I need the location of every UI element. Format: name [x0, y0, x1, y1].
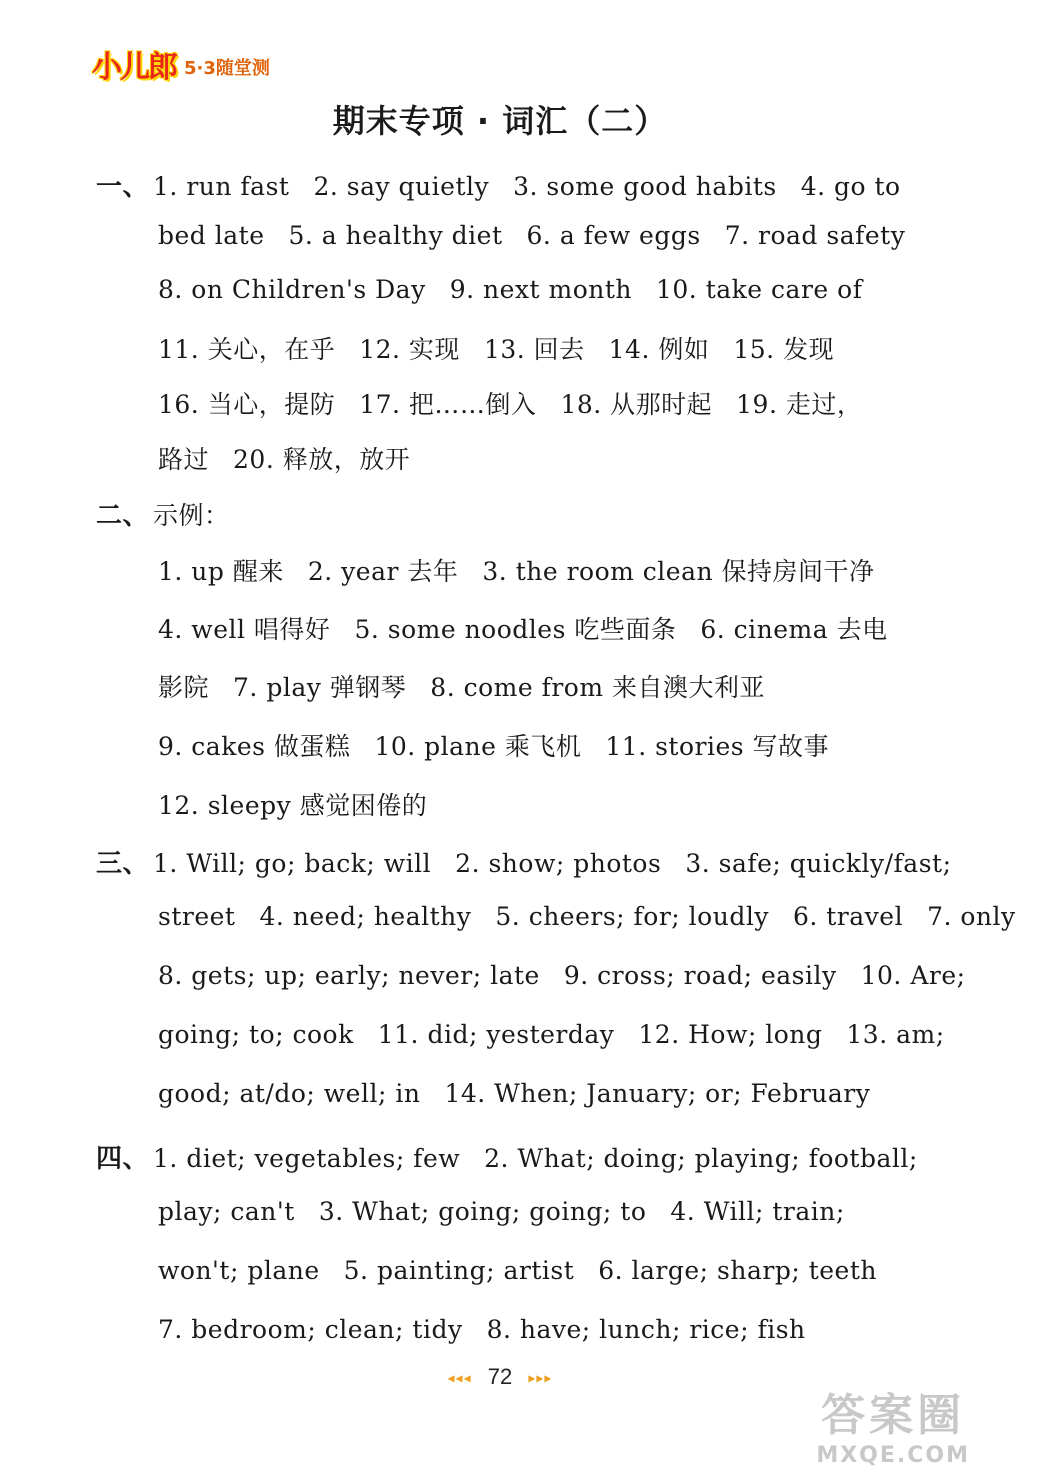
answer-item: going; to; cook [158, 1020, 354, 1049]
answer-item: 1. up 醒来 [158, 557, 284, 586]
answer-item: 12. sleepy 感觉困倦的 [158, 791, 428, 820]
answer-line [158, 1315, 830, 1344]
answer-item: 15. 发现 [733, 335, 835, 364]
answer-item: 路过 [158, 445, 210, 474]
answer-item: 11. did; yesterday [377, 1020, 615, 1049]
answer-item: 示例： [153, 501, 230, 530]
answer-item: 4. Will; train; [670, 1197, 845, 1226]
answer-item: 5. a healthy diet [288, 221, 503, 250]
answer-item: 3. What; going; going; to [318, 1197, 647, 1226]
answer-item: 17. 把……倒入 [359, 390, 537, 419]
answer-item: 11. 关心，在乎 [158, 335, 336, 364]
answer-item: 7. only [927, 902, 1016, 931]
answer-item: 6. large; sharp; teeth [598, 1256, 877, 1285]
answer-item: 8. gets; up; early; never; late [158, 961, 540, 990]
answer-line [158, 275, 886, 304]
answer-line [96, 843, 976, 880]
answer-item: 3. safe; quickly/fast; [685, 849, 952, 878]
section-number: 一、 [96, 172, 150, 202]
answer-item: 10. take care of [656, 275, 863, 304]
left-arrows-icon: ◂◂◂ [447, 1369, 472, 1386]
page-title: 期末专项 · 词汇（二） [332, 102, 668, 140]
answer-line [158, 610, 912, 646]
answer-item: 1. diet; vegetables; few [153, 1144, 461, 1173]
answer-item: 10. Are; [860, 961, 966, 990]
answer-item: 12. 实现 [359, 335, 460, 364]
logo-sub-text: 5·3随堂测 [184, 58, 270, 79]
answer-item: 5. cheers; for; loudly [495, 902, 769, 931]
watermark-title: 答案圈 [821, 1390, 966, 1441]
answer-line [158, 902, 1040, 931]
logo-main-text: 小儿郎 [92, 50, 176, 85]
answer-item: 20. 释放，放开 [233, 445, 411, 474]
answer-line [158, 221, 929, 250]
answer-line [158, 552, 899, 588]
answer-line [158, 786, 451, 822]
answer-item: 2. year 去年 [307, 557, 459, 586]
section-number: 二、 [96, 501, 150, 531]
answer-item: 3. the room clean 保持房间干净 [482, 557, 875, 586]
answer-item: 12. How; long [638, 1020, 823, 1049]
answer-line [158, 961, 990, 990]
answer-item: 4. go to [800, 172, 901, 201]
answer-item: 14. When; January; or; February [444, 1079, 871, 1108]
watermark-url: MXQE.COM [816, 1443, 970, 1468]
answer-line [96, 495, 254, 532]
answer-item: 2. show; photos [455, 849, 662, 878]
answer-item: 18. 从那时起 [560, 390, 713, 419]
answer-item: 6. cinema 去电 [700, 615, 888, 644]
answer-item: 6. a few eggs [526, 221, 701, 250]
answer-item: 2. say quietly [313, 172, 490, 201]
answer-item: 7. road safety [724, 221, 906, 250]
answer-line [158, 1020, 969, 1049]
answer-item: 8. come from 来自澳大利亚 [430, 673, 766, 702]
answer-line [158, 1197, 869, 1226]
answer-item: 5. some noodles 吃些面条 [354, 615, 677, 644]
answer-line [158, 727, 853, 763]
answer-item: 4. need; healthy [259, 902, 472, 931]
watermark [816, 1379, 970, 1468]
answer-item: 9. cakes 做蛋糕 [158, 732, 351, 761]
brand-logo [92, 44, 270, 84]
answer-item: 2. What; doing; playing; football; [484, 1144, 918, 1173]
answer-line [158, 1256, 901, 1285]
answer-line [96, 166, 925, 203]
answer-item: 8. have; lunch; rice; fish [486, 1315, 806, 1344]
answer-item: 7. bedroom; clean; tidy [158, 1315, 463, 1344]
answer-item: 6. travel [792, 902, 904, 931]
section-number: 三、 [96, 849, 150, 879]
answer-item: 11. stories 写故事 [605, 732, 830, 761]
answer-item: 1. Will; go; back; will [153, 849, 432, 878]
answer-item: 8. on Children's Day [158, 275, 426, 304]
answer-item: 13. 回去 [483, 335, 585, 364]
answer-line [158, 330, 858, 366]
answer-item: 9. next month [449, 275, 632, 304]
answer-item: 4. well 唱得好 [158, 615, 331, 644]
answer-item: 13. am; [846, 1020, 945, 1049]
answer-item: 7. play 弹钢琴 [233, 673, 407, 702]
answer-item: good; at/do; well; in [158, 1079, 421, 1108]
answer-item: 影院 [158, 673, 210, 702]
answer-item: street [158, 902, 236, 931]
answer-item: 16. 当心，提防 [158, 390, 336, 419]
answer-item: 19. 走过， [736, 390, 863, 419]
answer-item: won't; plane [158, 1256, 320, 1285]
answer-line [158, 1079, 894, 1108]
answer-line [158, 668, 789, 704]
answer-item: 9. cross; road; easily [563, 961, 837, 990]
answer-item: 1. run fast [153, 172, 290, 201]
answer-item: 3. some good habits [513, 172, 777, 201]
right-arrows-icon: ▸▸▸ [528, 1369, 553, 1386]
answer-line [158, 440, 434, 476]
answer-line [158, 385, 886, 421]
answer-item: 5. painting; artist [343, 1256, 575, 1285]
answer-item: bed late [158, 221, 265, 250]
answer-item: play; can't [158, 1197, 295, 1226]
answer-item: 10. plane 乘飞机 [374, 732, 582, 761]
answer-line [96, 1138, 942, 1175]
page-number: 72 [487, 1364, 513, 1389]
answer-item: 14. 例如 [608, 335, 710, 364]
section-number: 四、 [96, 1144, 150, 1174]
